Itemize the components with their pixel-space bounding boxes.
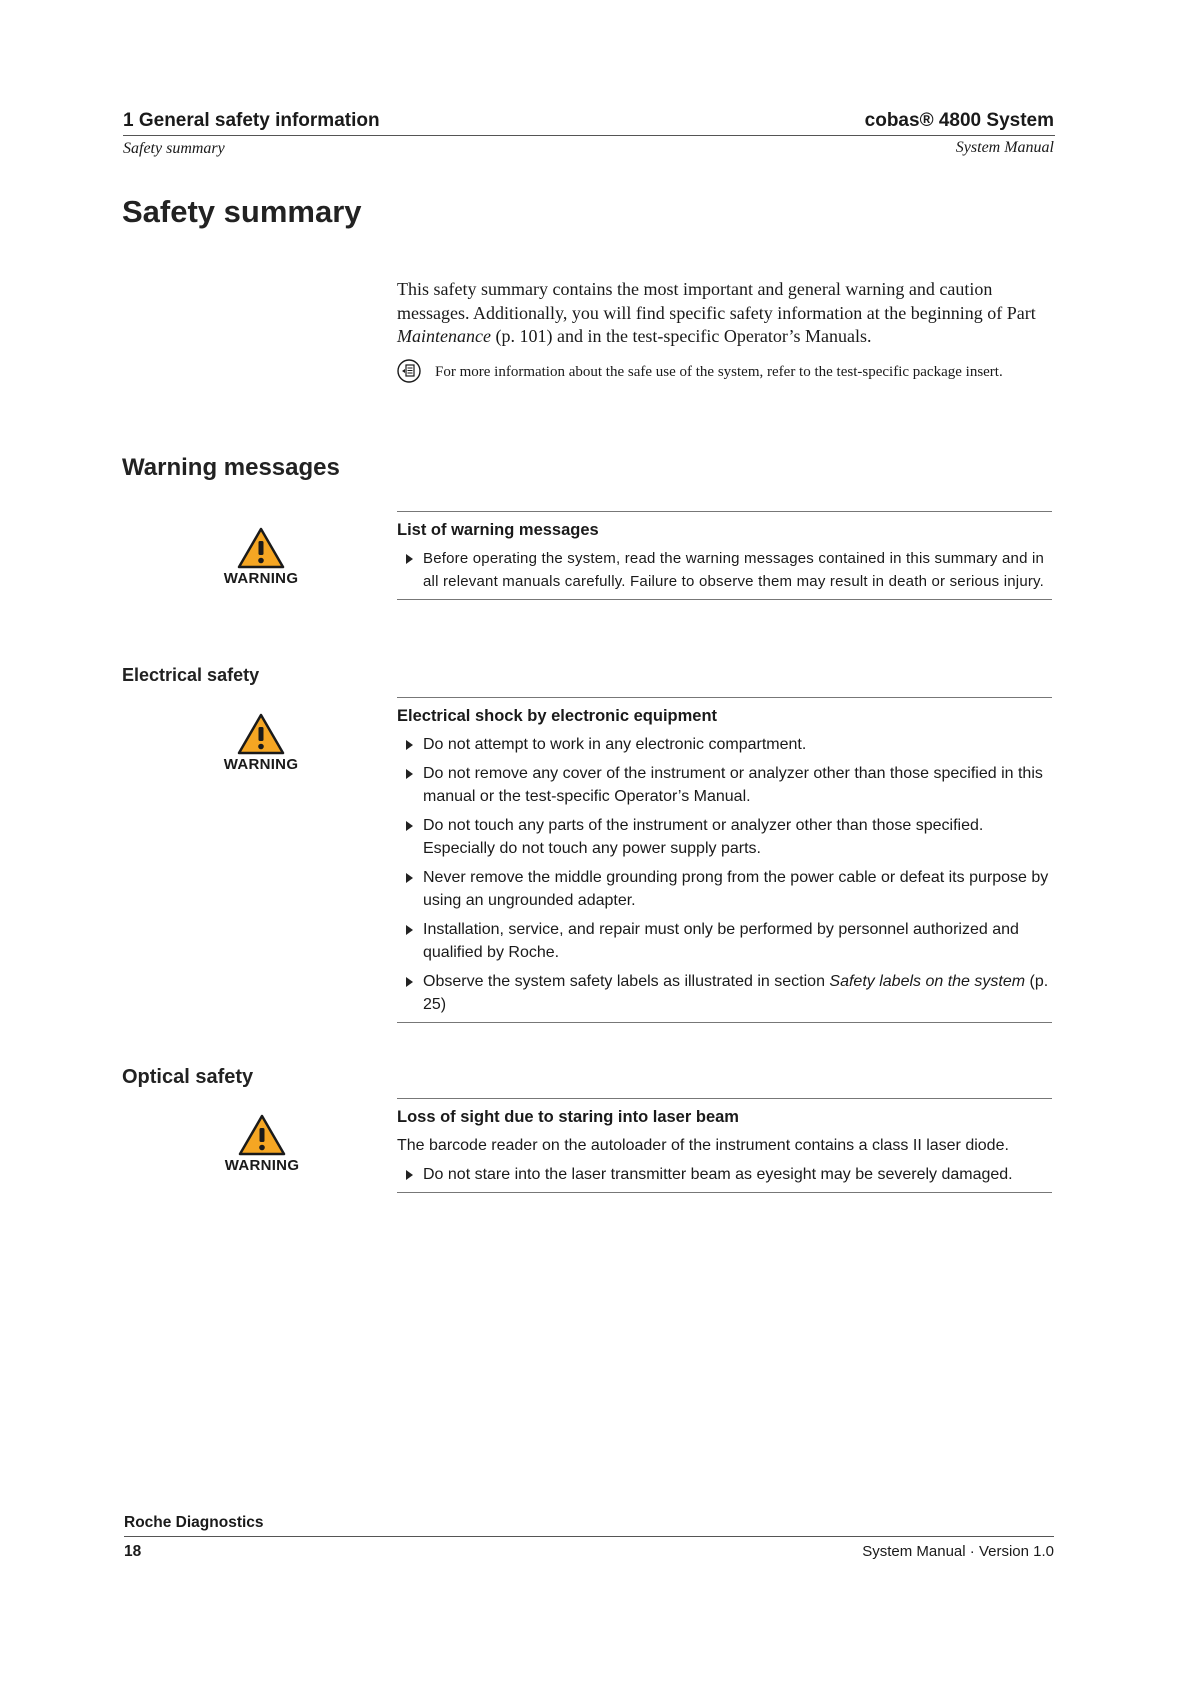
box-top-rule xyxy=(397,511,1052,512)
warning-triangle-icon xyxy=(237,527,285,569)
box-top-rule xyxy=(397,1098,1052,1099)
list-item: Observe the system safety labels as illustrated in section Safety labels on the system (p. 25) xyxy=(397,970,1052,1016)
chapter-title: 1 General safety information xyxy=(123,110,380,131)
list-item: Do not remove any cover of the instrument or analyzer other than those specified in this manual or the test-specific Operator’s Manual. xyxy=(397,762,1052,808)
warning-label: WARNING xyxy=(224,1157,300,1174)
bullet-arrow-icon xyxy=(406,1170,413,1180)
box-title: Electrical shock by electronic equipment xyxy=(397,707,718,725)
electrical-list xyxy=(397,733,1052,1016)
list-item: Installation, service, and repair must only be performed by personnel authorized and qualified by Roche. xyxy=(397,918,1052,964)
footer-divider xyxy=(124,1536,1054,1537)
box-top-rule xyxy=(397,697,1052,698)
box-title: Loss of sight due to staring into laser beam xyxy=(397,1108,739,1126)
box-bottom-rule xyxy=(397,1022,1052,1023)
warning-messages-heading: Warning messages xyxy=(122,454,340,481)
bullet-arrow-icon xyxy=(406,554,413,564)
intro-paragraph xyxy=(397,278,1047,349)
electrical-safety-heading: Electrical safety xyxy=(122,665,260,685)
warning-label: WARNING xyxy=(223,570,299,587)
footer-company: Roche Diagnostics xyxy=(124,1514,264,1531)
package-insert-note: For more information about the safe use of the system, refer to the test-specific package insert. xyxy=(435,364,1003,380)
maintenance-link[interactable]: Maintenance xyxy=(397,326,491,346)
warning-list xyxy=(397,547,1052,593)
bullet-arrow-icon xyxy=(406,925,413,935)
section-name: Safety summary xyxy=(123,140,225,157)
list-item: Do not touch any parts of the instrument or analyzer other than those specified. Especially do not touch any power supply parts. xyxy=(397,814,1052,860)
warning-symbol-optical xyxy=(217,1114,307,1174)
safety-labels-link[interactable]: Safety labels on the system xyxy=(829,973,1026,990)
warning-triangle-icon xyxy=(237,713,285,755)
warning-symbol-electrical xyxy=(216,713,306,773)
laser-diode-note: The barcode reader on the autoloader of the instrument contains a class II laser diode. xyxy=(397,1137,1009,1154)
package-insert-icon xyxy=(397,359,421,383)
warning-symbol-general xyxy=(216,527,306,587)
laser-beam-box xyxy=(397,1098,1052,1193)
bullet-arrow-icon xyxy=(406,769,413,779)
optical-safety-heading: Optical safety xyxy=(122,1066,254,1088)
list-item: Never remove the middle grounding prong from the power cable or defeat its purpose by using an ungrounded adapter. xyxy=(397,866,1052,912)
bullet-arrow-icon xyxy=(406,740,413,750)
bullet-arrow-icon xyxy=(406,821,413,831)
product-name: cobas® 4800 System xyxy=(864,110,1054,131)
bullet-arrow-icon xyxy=(406,977,413,987)
box-bottom-rule xyxy=(397,599,1052,600)
bullet-arrow-icon xyxy=(406,873,413,883)
header-divider xyxy=(123,135,1055,136)
list-item: Do not attempt to work in any electronic compartment. xyxy=(397,733,1052,756)
optical-list xyxy=(397,1163,1052,1186)
manual-name: System Manual xyxy=(955,139,1054,156)
list-item: Do not stare into the laser transmitter beam as eyesight may be severely damaged. xyxy=(397,1163,1052,1186)
electrical-shock-box xyxy=(397,697,1052,1023)
box-title: List of warning messages xyxy=(397,521,599,539)
warning-label: WARNING xyxy=(223,756,299,773)
page-number: 18 xyxy=(124,1543,142,1560)
warning-list-box xyxy=(397,511,1052,600)
intro-text-after: (p. 101) and in the test-specific Operator’s Manuals. xyxy=(490,326,872,346)
list-item: Before operating the system, read the warning messages contained in this summary and in all relevant manuals carefully. Failure to observe them may result in death or serious injury. xyxy=(397,547,1052,593)
page-title: Safety summary xyxy=(122,194,362,229)
footer-version: System Manual · Version 1.0 xyxy=(862,1543,1054,1560)
intro-text-before: This safety summary contains the most important and general warning and caution messages. Additionally, you will find specific safety information at the beginning of Part xyxy=(397,279,1036,323)
box-bottom-rule xyxy=(397,1192,1052,1193)
warning-triangle-icon xyxy=(238,1114,286,1156)
